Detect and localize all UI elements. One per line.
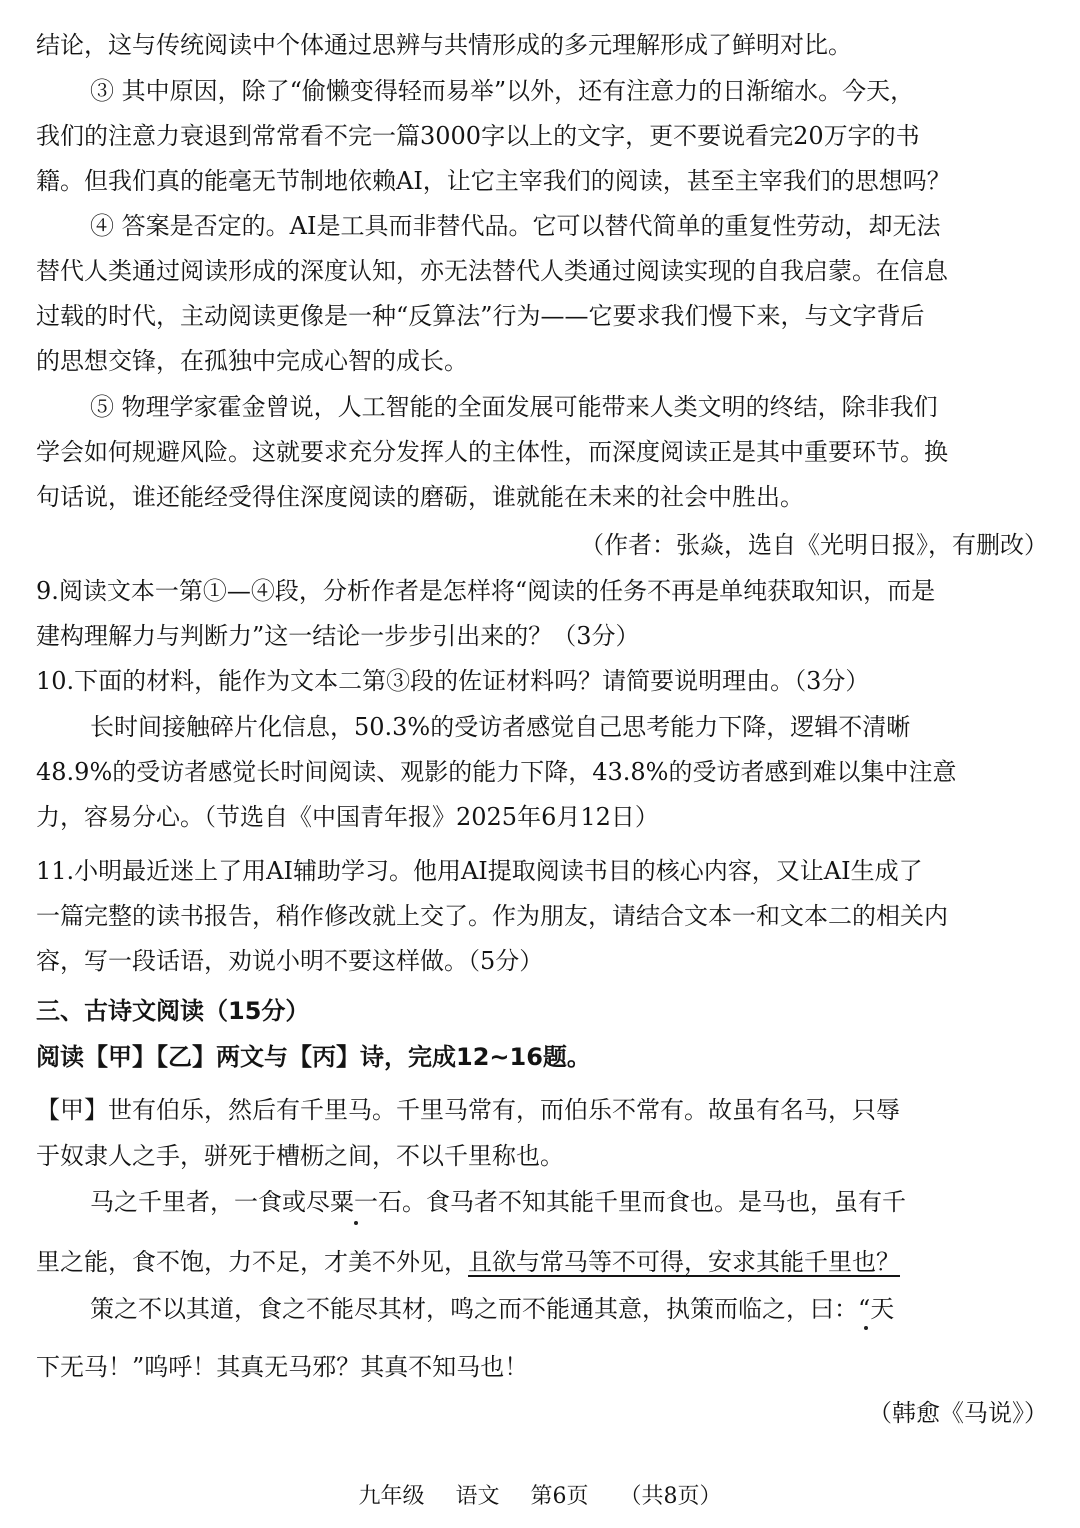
emphasis-dot: [354, 1221, 358, 1225]
paragraph-5-line: ⑤ 物理学家霍金曾说，人工智能的全面发展可能带来人类文明的终结，除非我们: [90, 393, 938, 421]
material-line: 长时间接触碎片化信息，50.3%的受访者感觉自己思考能力下降，逻辑不清晰: [90, 713, 911, 741]
text-line: 过载的时代，主动阅读更像是一种“反算法”行为——它要求我们慢下来，与文字背后: [36, 302, 925, 330]
footer-total: （共8页）: [619, 1484, 722, 1509]
footer-grade: 九年级: [358, 1484, 425, 1509]
page-footer: [0, 1482, 1080, 1512]
question-11-cont: 一篇完整的读书报告，稍作修改就上交了。作为朋友，请结合文本一和文本二的相关内: [36, 902, 948, 930]
underlined-sentence: 且欲与常马等不可得，安求其能千里也？: [468, 1248, 900, 1276]
classical-text-segment: 里之能，食不饱，力不足，才美不外见，: [36, 1248, 468, 1276]
classical-text-line: 于奴隶人之手，骈死于槽枥之间，不以千里称也。: [36, 1142, 564, 1170]
footer-subject: 语文: [455, 1484, 500, 1509]
classical-text-line: 【甲】世有伯乐，然后有千里马。千里马常有，而伯乐不常有。故虽有名马，只辱: [36, 1096, 900, 1124]
source-citation: （作者：张焱，选自《光明日报》，有删改）: [580, 531, 1048, 559]
text-line: 籍。但我们真的能毫无节制地依赖AI，让它主宰我们的阅读，甚至主宰我们的思想吗？: [36, 167, 951, 195]
footer-page: 第6页: [530, 1484, 589, 1509]
text-line: 我们的注意力衰退到常常看不完一篇3000字以上的文字，更不要说看完20万字的书: [36, 122, 920, 150]
question-9-cont: 建构理解力与判断力”这一结论一步步引出来的？（3分）: [36, 622, 640, 650]
classical-source: （韩愈《马说》）: [868, 1399, 1048, 1427]
emphasis-dot: [864, 1326, 868, 1330]
reading-instruction: 阅读【甲】【乙】两文与【丙】诗，完成12~16题。: [36, 1043, 591, 1071]
text-line: 句话说，谁还能经受得住深度阅读的磨砺，谁就能在未来的社会中胜出。: [36, 483, 804, 511]
text-line: 学会如何规避风险。这就要求充分发挥人的主体性，而深度阅读正是其中重要环节。换: [36, 438, 948, 466]
question-9: 9.阅读文本一第①—④段，分析作者是怎样将“阅读的任务不再是单纯获取知识，而是: [36, 577, 936, 605]
text-line: 的思想交锋，在孤独中完成心智的成长。: [36, 347, 468, 375]
text-line: 替代人类通过阅读形成的深度认知，亦无法替代人类通过阅读实现的自我启蒙。在信息: [36, 257, 948, 285]
paragraph-4-line: ④ 答案是否定的。AI是工具而非替代品。它可以替代简单的重复性劳动，却无法: [90, 212, 941, 240]
classical-text-line: 策之不以其道，食之不能尽其材，鸣之而不能通其意，执策而临之，曰：“天: [90, 1295, 895, 1323]
classical-text-line: 马之千里者，一食或尽粟一石。食马者不知其能千里而食也。是马也，虽有千: [90, 1188, 906, 1216]
material-line: 力，容易分心。（节选自《中国青年报》2025年6月12日）: [36, 803, 659, 831]
text-line: 结论，这与传统阅读中个体通过思辨与共情形成的多元理解形成了鲜明对比。: [36, 31, 852, 59]
section-heading: 三、古诗文阅读（15分）: [36, 997, 310, 1025]
question-11: 11.小明最近迷上了用AI辅助学习。他用AI提取阅读书目的核心内容，又让AI生成了: [36, 857, 923, 885]
material-line: 48.9%的受访者感觉长时间阅读、观影的能力下降，43.8%的受访者感到难以集中注意: [36, 758, 957, 786]
classical-text-line: [36, 1247, 1048, 1277]
paragraph-3-line: ③ 其中原因，除了“偷懒变得轻而易举”以外，还有注意力的日渐缩水。今天，: [90, 77, 915, 105]
question-10: 10.下面的材料，能作为文本二第③段的佐证材料吗？请简要说明理由。（3分）: [36, 667, 870, 695]
question-11-cont: 容，写一段话语，劝说小明不要这样做。（5分）: [36, 947, 544, 975]
classical-text-line: 下无马！”呜呼！其真无马邪？其真不知马也！: [36, 1353, 529, 1381]
